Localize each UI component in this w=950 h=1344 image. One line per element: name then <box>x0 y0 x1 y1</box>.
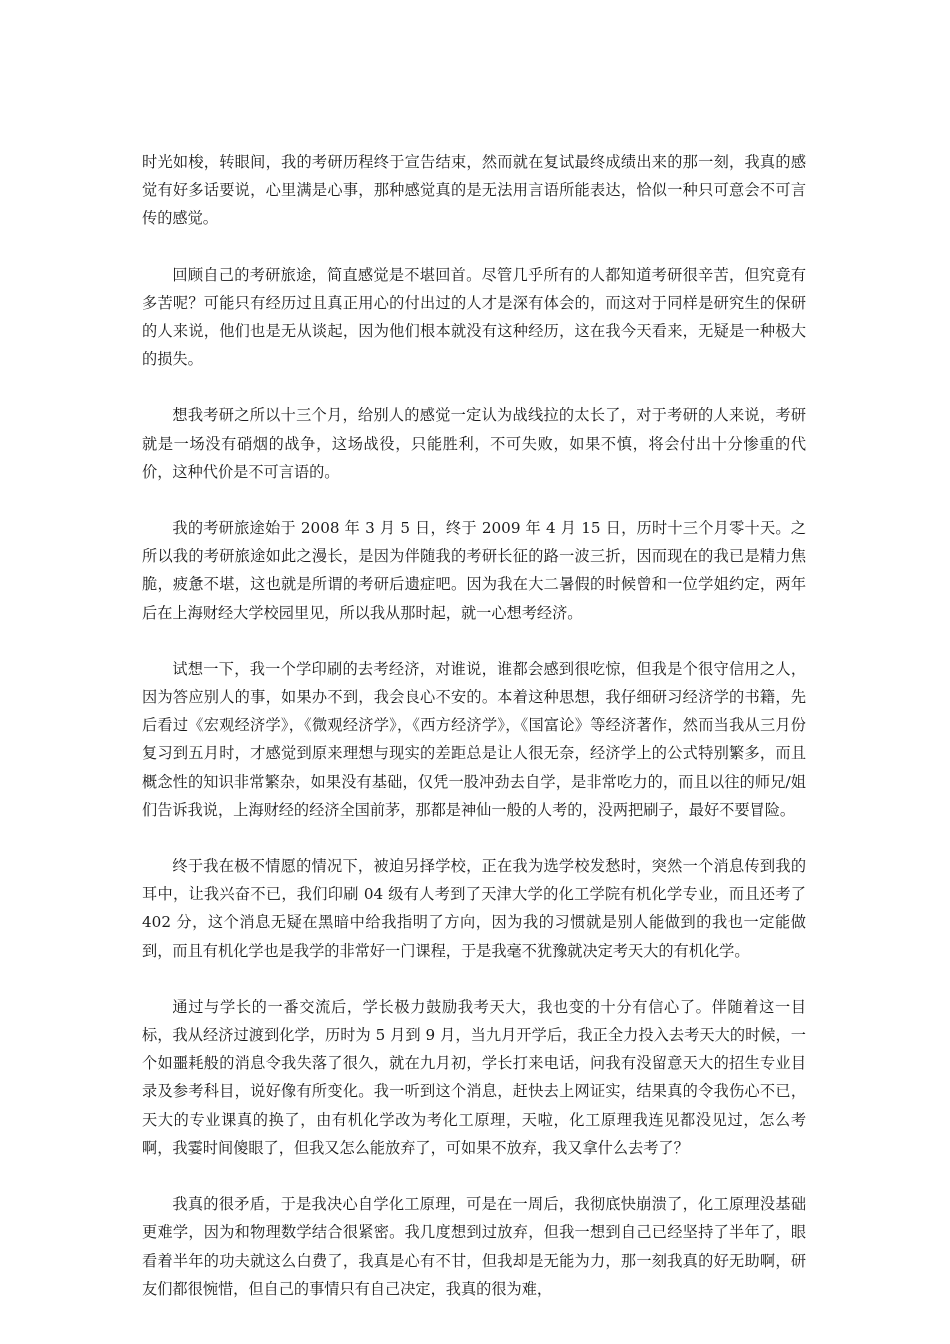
paragraph-looking-back: 回顾自己的考研旅途，简直感觉是不堪回首。尽管几乎所有的人都知道考研很辛苦，但究竟有多苦呢？可能只有经历过且真正用心的付出过的人才是深有体会的，而这对于同样是研究生的保研的人来说，他们也是无从谈起，因为他们根本就没有这种经历，这在我今天看来，无疑是一种极大的损失。 <box>142 265 806 369</box>
paragraph-dilemma: 我真的很矛盾，于是我决心自学化工原理，可是在一周后，我彻底快崩溃了，化工原理没基础更难学，因为和物理数学结合很紧密。我几度想到过放弃，但我一想到自己已经坚持了半年了，眼看着半年的功夫就这么白费了，我真是心有不甘，但我却是无能为力，那一刻我真的好无助啊，研友们都很惋惜，但自己的事情只有自己决定，我真的很为难， <box>142 1195 806 1298</box>
paragraph-journey-dates: 我的考研旅途始于 2008 年 3 月 5 日，终于 2009 年 4 月 15 日，历时十三个月零十天。之所以我的考研旅途如此之漫长，是因为伴随我的考研长征的路一波三折，因而现在的我已是精力焦脆，疲惫不堪，这也就是所谓的考研后遗症吧。因为我在大二暑假的时候曾和一位学姐约定，两年后在上海财经大学校园里见，所以我从那时起，就一心想考经济。 <box>142 519 806 622</box>
paragraph-choose-school: 终于我在极不情愿的情况下，被迫另择学校，正在我为选学校发愁时，突然一个消息传到我的耳中，让我兴奋不已，我们印刷 04 级有人考到了天津大学的化工学院有机化学专业，而且还考了 402 分，这个消息无疑在黑暗中给我指明了方向，因为我的习惯就是别人能做到的我也一定能做到，而且有机化学也是我学的非常好一门课程，于是我毫不犹豫就决定考天大的有机化学。 <box>142 857 806 960</box>
paragraph-intro: 时光如梭，转眼间，我的考研历程终于宣告结束，然而就在复试最终成绩出来的那一刻，我真的感觉有好多话要说，心里满是心事，那种感觉真的是无法用言语所能表达，恰似一种只可意会不可言传的感觉。 <box>142 153 806 228</box>
paragraph-thirteen-months: 想我考研之所以十三个月，给别人的感觉一定认为战线拉的太长了，对于考研的人来说，考研就是一场没有硝烟的战争，这场战役，只能胜利，不可失败，如果不慎，将会付出十分惨重的代价，这种代价是不可言语的。 <box>142 406 806 481</box>
paragraph-economics: 试想一下，我一个学印刷的去考经济，对谁说，谁都会感到很吃惊，但我是个很守信用之人，因为答应别人的事，如果办不到，我会良心不安的。本着这种思想，我仔细研习经济学的书籍，先后看过《宏观经济学》，《微观经济学》，《西方经济学》，《国富论》等经济著作，然而当我从三月份复习到五月时，才感觉到原来理想与现实的差距总是让人很无奈，经济学上的公式特别繁多，而且概念性的知识非常繁杂，如果没有基础，仅凭一股冲劲去自学，是非常吃力的，而且以往的师兄/姐们告诉我说，上海财经的经济全国前茅，那都是神仙一般的人考的，没两把刷子，最好不要冒险。 <box>142 659 806 819</box>
paragraph-major-change: 通过与学长的一番交流后，学长极力鼓励我考天大，我也变的十分有信心了。伴随着这一目标，我从经济过渡到化学，历时为 5 月到 9 月，当九月开学后，我正全力投入去考天大的时候，一个如噩耗般的消息令我失落了很久，就在九月初，学长打来电话，问我有没留意天大的招生专业目录及参考科目，说好像有所变化。我一听到这个消息，赶快去上网证实，结果真的令我伤心不已，天大的专业课真的换了，由有机化学改为考化工原理，天啦，化工原理我连见都没见过，怎么考啊，我霎时间傻眼了，但我又怎么能放弃了，可如果不放弃，我又拿什么去考了？ <box>142 997 806 1157</box>
document-body <box>142 148 806 1331</box>
